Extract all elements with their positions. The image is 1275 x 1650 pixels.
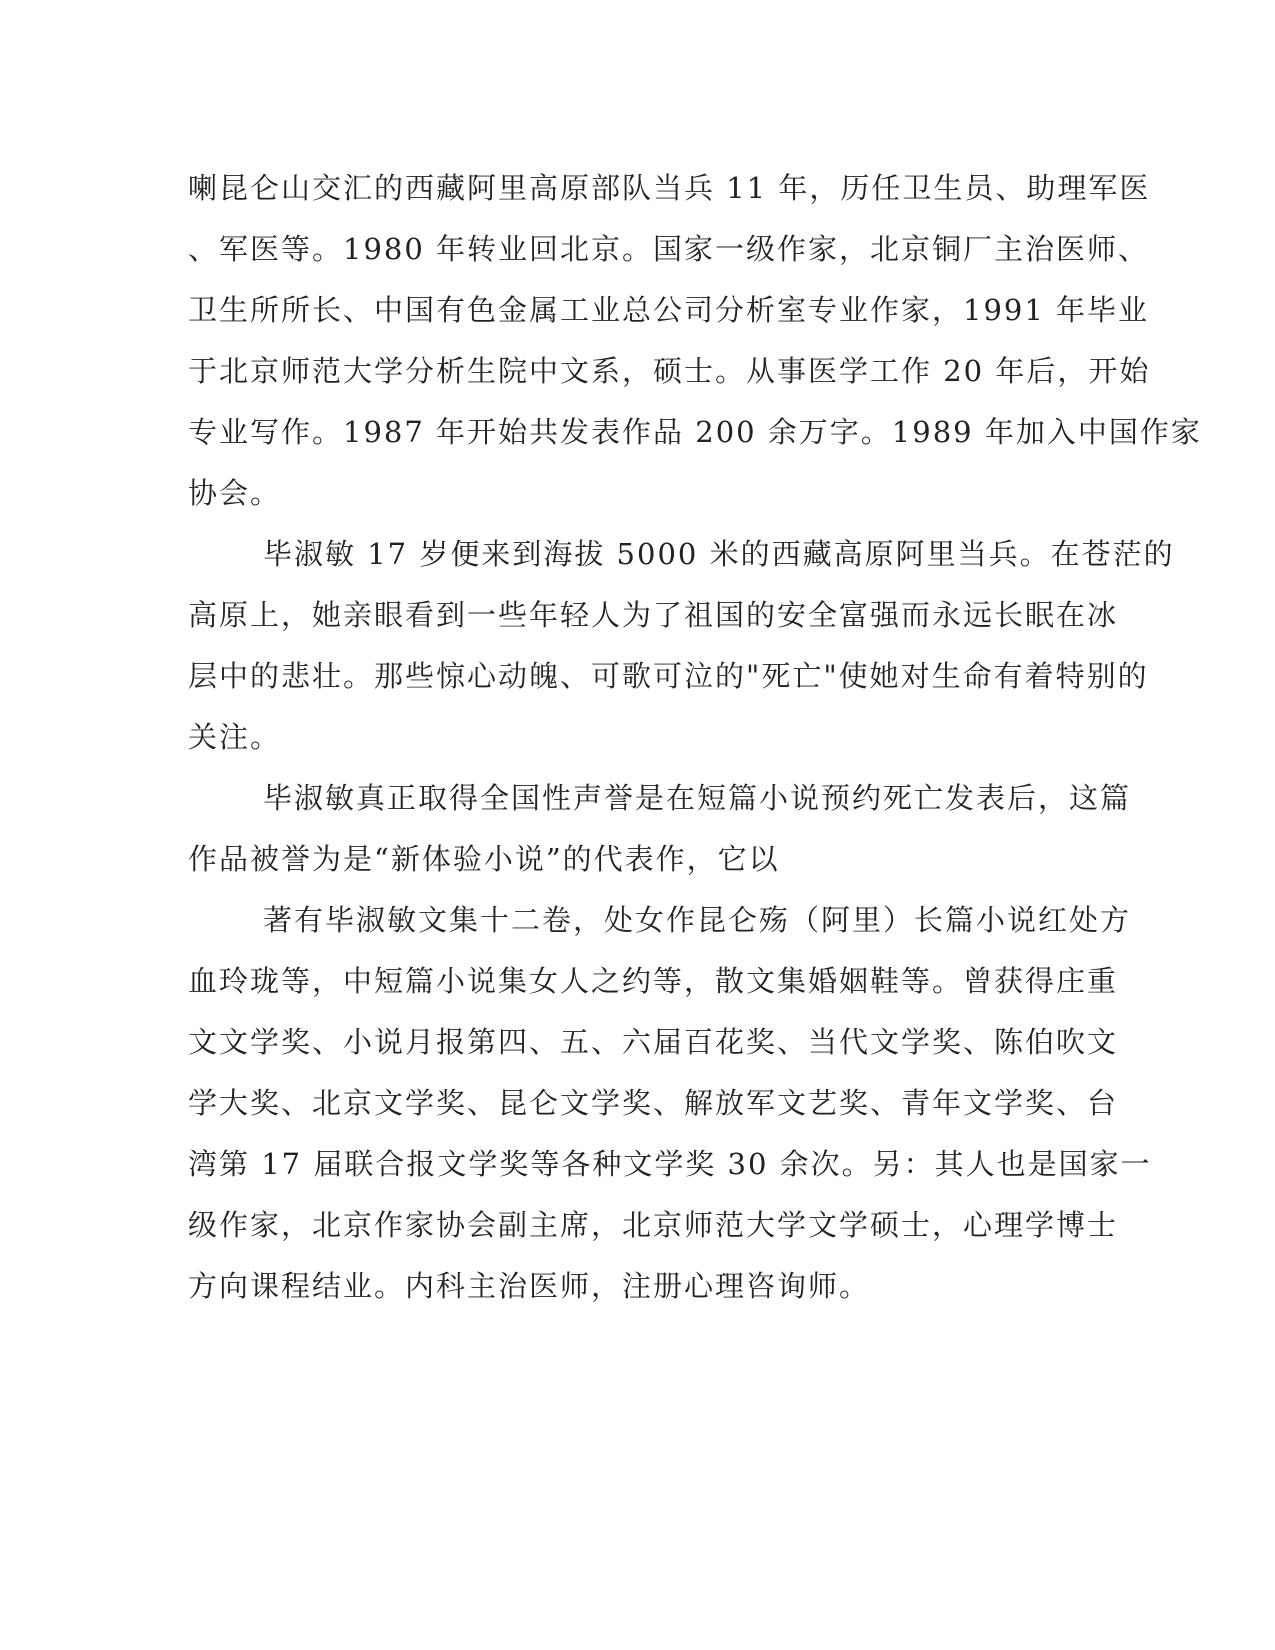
paragraph-3 [188, 768, 1132, 890]
text-line: 著有毕淑敏文集十二卷，处女作昆仑殇（阿里）长篇小说红处方 [263, 903, 1132, 937]
text-line: 协会。 [188, 476, 282, 510]
text-line: 卫生所所长、中国有色金属工业总公司分析室专业作家，1991 年毕业 [188, 293, 1150, 327]
paragraph-4 [188, 890, 1152, 1317]
document-body [188, 158, 1202, 1317]
text-line: 作品被誉为是“新体验小说”的代表作，它以 [188, 842, 780, 876]
text-line: 湾第 17 届联合报文学奖等各种文学奖 30 余次。另：其人也是国家一 [188, 1147, 1152, 1181]
text-line: 方向课程结业。内科主治医师，注册心理咨询师。 [188, 1269, 871, 1303]
text-line: 血玲珑等，中短篇小说集女人之约等，散文集婚姻鞋等。曾获得庄重 [188, 964, 1119, 998]
text-line: 高原上，她亲眼看到一些年轻人为了祖国的安全富强而永远长眠在冰 [188, 598, 1119, 632]
text-line: 专业写作。1987 年开始共发表作品 200 余万字。1989 年加入中国作家 [188, 415, 1202, 449]
text-line: 学大奖、北京文学奖、昆仑文学奖、解放军文艺奖、青年文学奖、台 [188, 1086, 1119, 1120]
paragraph-2 [188, 524, 1175, 768]
text-line: 文文学奖、小说月报第四、五、六届百花奖、当代文学奖、陈伯吹文 [188, 1025, 1119, 1059]
text-line: 喇昆仑山交汇的西藏阿里高原部队当兵 11 年，历任卫生员、助理军医 [188, 171, 1151, 205]
text-line: 关注。 [188, 720, 282, 754]
text-line: 毕淑敏 17 岁便来到海拔 5000 米的西藏高原阿里当兵。在苍茫的 [263, 537, 1175, 571]
text-line: 层中的悲壮。那些惊心动魄、可歌可泣的"死亡"使她对生命有着特别的 [188, 659, 1149, 693]
text-line: 毕淑敏真正取得全国性声誉是在短篇小说预约死亡发表后，这篇 [263, 781, 1132, 815]
paragraph-1 [188, 158, 1202, 524]
text-line: 级作家，北京作家协会副主席，北京师范大学文学硕士，心理学博士 [188, 1208, 1119, 1242]
text-line: 、军医等。1980 年转业回北京。国家一级作家，北京铜厂主治医师、 [188, 232, 1150, 266]
text-line: 于北京师范大学分析生院中文系，硕士。从事医学工作 20 年后，开始 [188, 354, 1151, 388]
